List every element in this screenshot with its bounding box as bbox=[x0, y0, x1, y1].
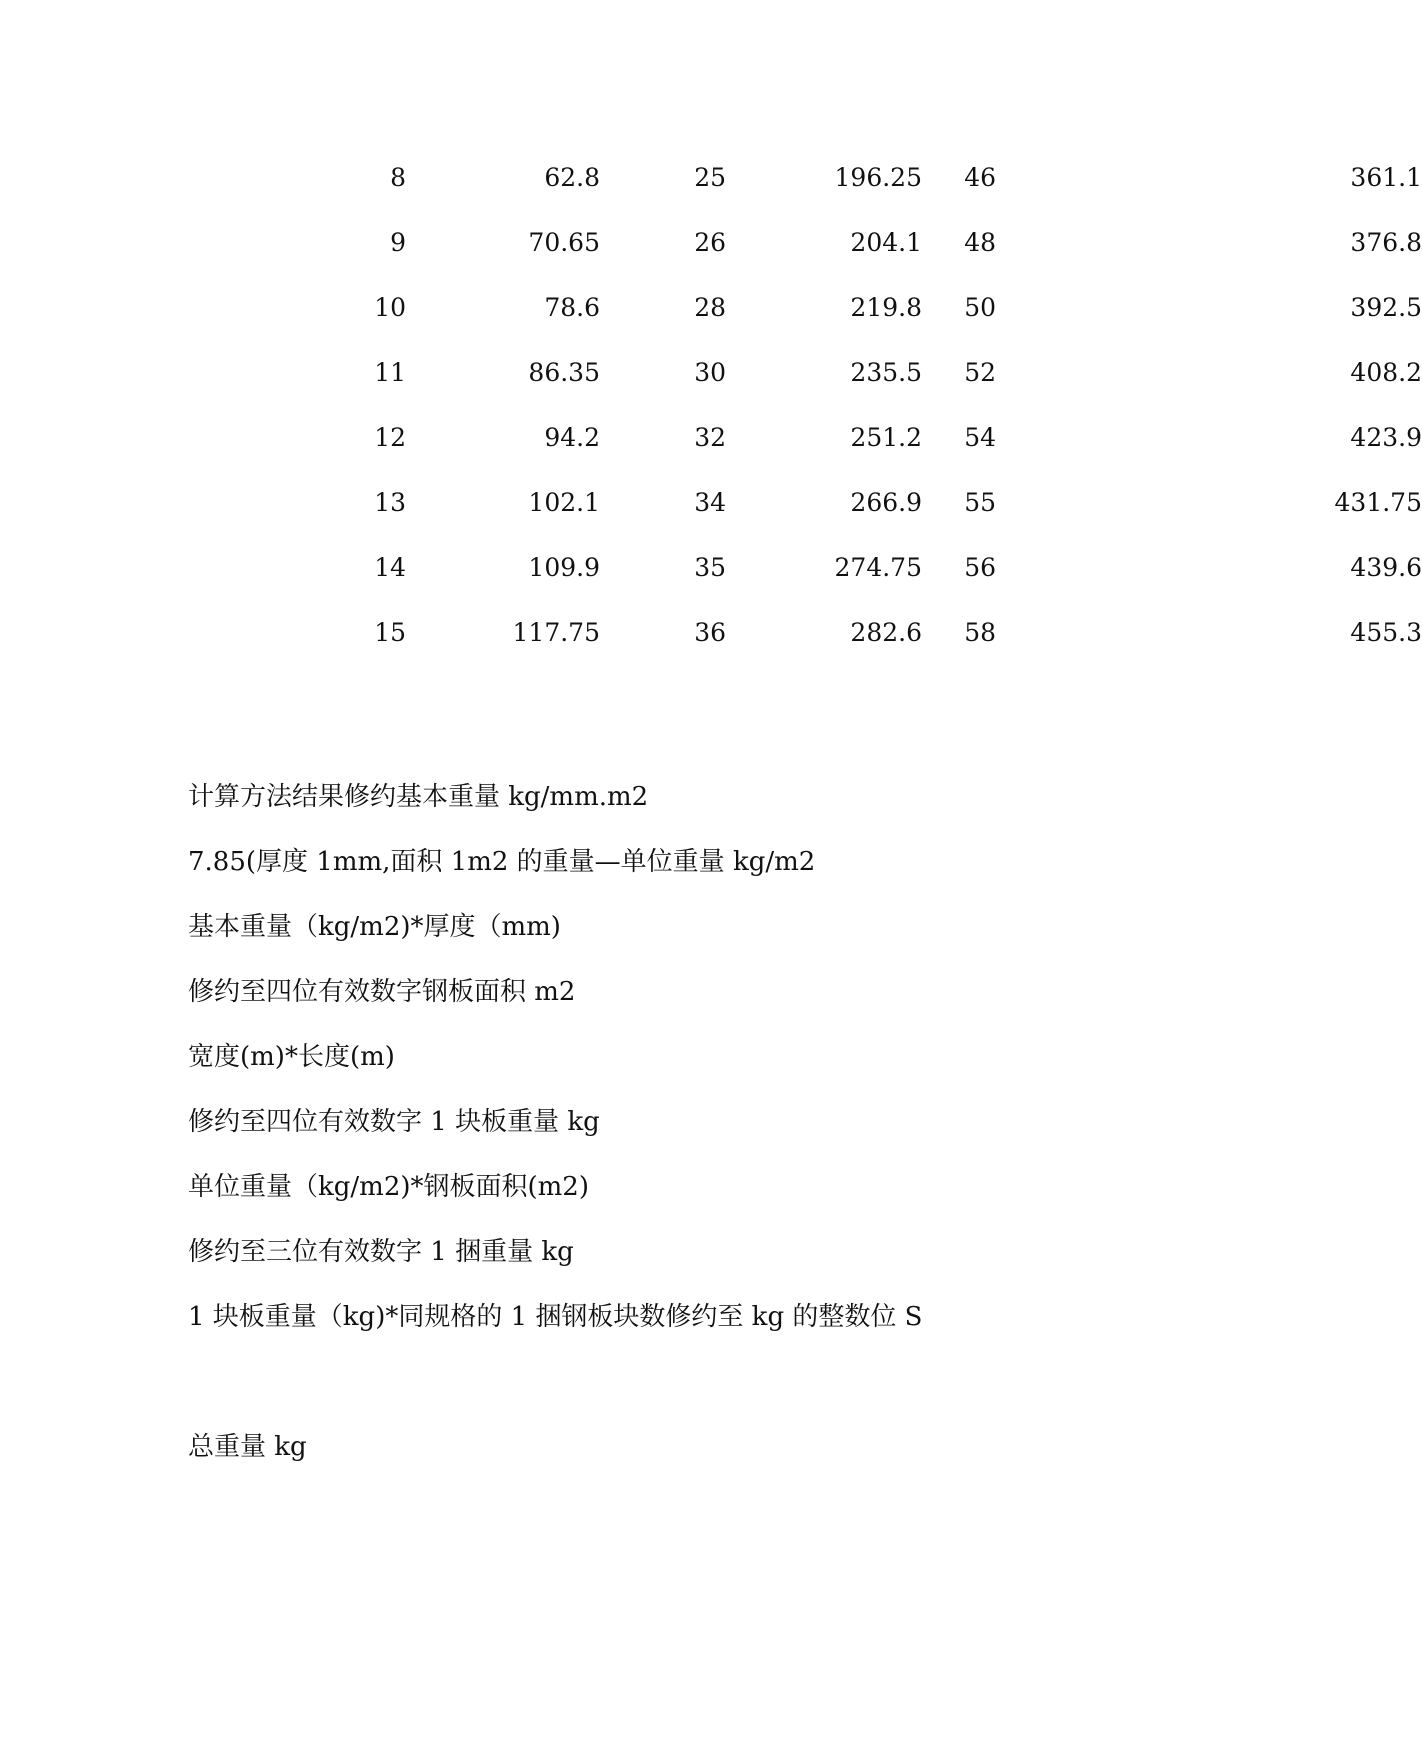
thickness-cell: 54 bbox=[964, 423, 996, 452]
weight-cell: 102.1 bbox=[528, 488, 600, 517]
thickness-cell: 25 bbox=[694, 163, 726, 192]
thickness-cell: 36 bbox=[694, 618, 726, 647]
table-row bbox=[340, 480, 1422, 545]
weight-cell: 86.35 bbox=[528, 358, 600, 387]
note-line: 修约至四位有效数字 1 块板重量 kg bbox=[188, 1107, 600, 1137]
thickness-cell: 8 bbox=[390, 163, 406, 192]
table-row bbox=[340, 220, 1422, 285]
weight-cell: 266.9 bbox=[850, 488, 922, 517]
thickness-cell: 48 bbox=[964, 228, 996, 257]
thickness-cell: 9 bbox=[390, 228, 406, 257]
note-line: 计算方法结果修约基本重量 kg/mm.m2 bbox=[188, 782, 649, 812]
weight-cell: 251.2 bbox=[850, 423, 922, 452]
thickness-cell: 32 bbox=[694, 423, 726, 452]
note-line: 单位重量（kg/m2)*钢板面积(m2) bbox=[188, 1172, 589, 1202]
calculation-notes bbox=[188, 780, 1188, 1495]
weight-cell: 78.6 bbox=[544, 293, 600, 322]
note-line: 修约至三位有效数字 1 捆重量 kg bbox=[188, 1237, 574, 1267]
weight-cell: 439.6 bbox=[1350, 553, 1422, 582]
note-line: 7.85(厚度 1mm,面积 1m2 的重量—单位重量 kg/m2 bbox=[188, 847, 816, 877]
note-line: 宽度(m)*长度(m) bbox=[188, 1042, 395, 1072]
table-row bbox=[340, 285, 1422, 350]
thickness-cell: 15 bbox=[374, 618, 406, 647]
thickness-cell: 50 bbox=[964, 293, 996, 322]
thickness-cell: 26 bbox=[694, 228, 726, 257]
weight-cell: 361.1 bbox=[1350, 163, 1422, 192]
note-line: 1 块板重量（kg)*同规格的 1 捆钢板块数修约至 kg 的整数位 S bbox=[188, 1302, 923, 1332]
thickness-cell: 34 bbox=[694, 488, 726, 517]
weight-cell: 376.8 bbox=[1350, 228, 1422, 257]
total-weight-label: 总重量 kg bbox=[188, 1432, 307, 1462]
thickness-cell: 55 bbox=[964, 488, 996, 517]
weight-cell: 62.8 bbox=[544, 163, 600, 192]
note-line: 修约至四位有效数字钢板面积 m2 bbox=[188, 977, 576, 1007]
weight-cell: 408.2 bbox=[1350, 358, 1422, 387]
thickness-cell: 13 bbox=[374, 488, 406, 517]
weight-cell: 94.2 bbox=[544, 423, 600, 452]
weight-cell: 423.9 bbox=[1350, 423, 1422, 452]
weight-cell: 204.1 bbox=[850, 228, 922, 257]
weight-cell: 109.9 bbox=[528, 553, 600, 582]
thickness-cell: 58 bbox=[964, 618, 996, 647]
weight-cell: 282.6 bbox=[850, 618, 922, 647]
weight-cell: 431.75 bbox=[1334, 488, 1422, 517]
thickness-cell: 10 bbox=[374, 293, 406, 322]
thickness-cell: 56 bbox=[964, 553, 996, 582]
table-row bbox=[340, 155, 1422, 220]
note-line: 基本重量（kg/m2)*厚度（mm) bbox=[188, 912, 561, 942]
thickness-cell: 28 bbox=[694, 293, 726, 322]
thickness-cell: 11 bbox=[374, 358, 406, 387]
weight-cell: 274.75 bbox=[834, 553, 922, 582]
table-row bbox=[340, 415, 1422, 480]
thickness-cell: 14 bbox=[374, 553, 406, 582]
weight-cell: 392.5 bbox=[1350, 293, 1422, 322]
weight-cell: 455.3 bbox=[1350, 618, 1422, 647]
thickness-cell: 52 bbox=[964, 358, 996, 387]
weight-cell: 196.25 bbox=[834, 163, 922, 192]
weight-cell: 117.75 bbox=[512, 618, 600, 647]
table-row bbox=[340, 545, 1422, 610]
thickness-cell: 46 bbox=[964, 163, 996, 192]
weight-table bbox=[340, 155, 1422, 675]
table-row bbox=[340, 610, 1422, 675]
weight-cell: 235.5 bbox=[850, 358, 922, 387]
weight-cell: 70.65 bbox=[528, 228, 600, 257]
thickness-cell: 12 bbox=[374, 423, 406, 452]
table-row bbox=[340, 350, 1422, 415]
thickness-cell: 35 bbox=[694, 553, 726, 582]
thickness-cell: 30 bbox=[694, 358, 726, 387]
weight-cell: 219.8 bbox=[850, 293, 922, 322]
